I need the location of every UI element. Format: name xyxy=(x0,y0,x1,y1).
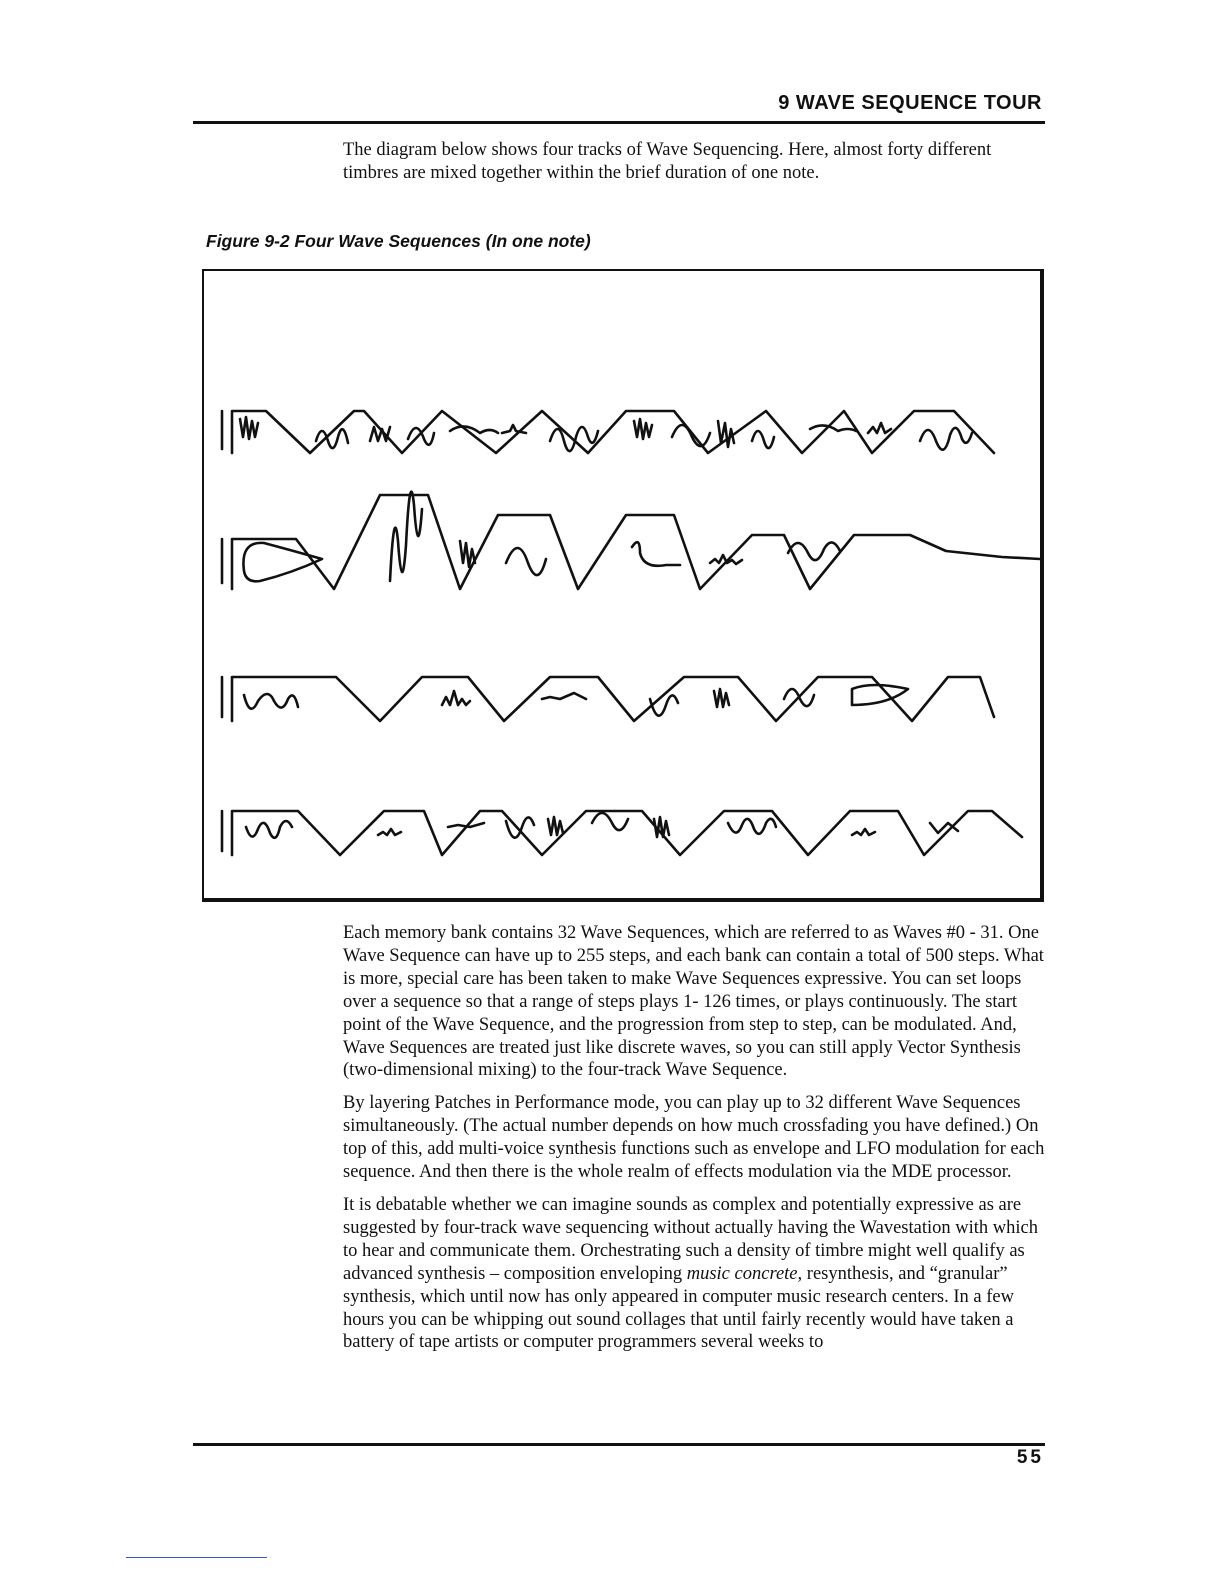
wave-track-3 xyxy=(222,677,994,721)
page-number: 55 xyxy=(1016,1447,1044,1468)
wave-sequence-figure xyxy=(202,269,1044,902)
scan-artifact-line xyxy=(126,1557,267,1558)
body-paragraph: Each memory bank contains 32 Wave Sequences, which are referred to as Waves #0 - 31. One Wave Sequence can have up to 255 steps, and each bank can contain a total of 500 steps. What is more, special care has been taken to make Wave Sequences expressive. You can set loops over a sequence so that a range of steps plays 1- 126 times, or plays continuously. The start point of the Wave Sequence, and the progression from step to step, can be modulated. And, Wave Sequences are treated just like discrete waves, so you can still apply Vector Synthesis (two-dimensional mixing) to the four-track Wave Sequence. xyxy=(343,923,1044,1081)
body-paragraph: By layering Patches in Performance mode, you can play up to 32 different Wave Sequences simultaneously. (The actual number depends on how much crossfading you have defined.) On top of this, add multi-voice synthesis functions such as envelope and LFO modulation for each sequence. And then there is the whole realm of effects modulation via the MDE processor. xyxy=(343,1093,1045,1183)
wave-track-1 xyxy=(222,411,994,453)
body-text-span: It is debatable whether we can imagine sounds as complex and potentially expressive as are suggested by four-track wave sequencing without actually having the Wavestation with which to hear and communicate them. Orchestrating such a density of timbre might well qualify as advanced synthesis – composition enveloping xyxy=(343,1194,1038,1284)
wave-track-4 xyxy=(222,811,1022,855)
body-paragraph xyxy=(343,1194,1049,1354)
italic-term: music concrete, xyxy=(686,1263,803,1284)
body-text-span: resynthesis, and “granular” synthesis, which until now has only appeared in computer music research centers. In a few hours you can be whipping out sound collages that until fairly recently would have taken a battery of tape artists or computer programmers several weeks to xyxy=(343,1263,1014,1353)
chapter-header-title: 9 WAVE SEQUENCE TOUR xyxy=(778,92,1042,114)
header-rule xyxy=(193,121,1045,124)
intro-paragraph: The diagram below shows four tracks of Wave Sequencing. Here, almost forty different timbres are mixed together within the brief duration of one note. xyxy=(343,140,992,183)
wave-track-2 xyxy=(222,492,1040,589)
figure-caption: Figure 9-2 Four Wave Sequences (In one note) xyxy=(206,231,591,251)
body-text xyxy=(343,922,1049,1364)
footer-rule xyxy=(193,1443,1045,1446)
